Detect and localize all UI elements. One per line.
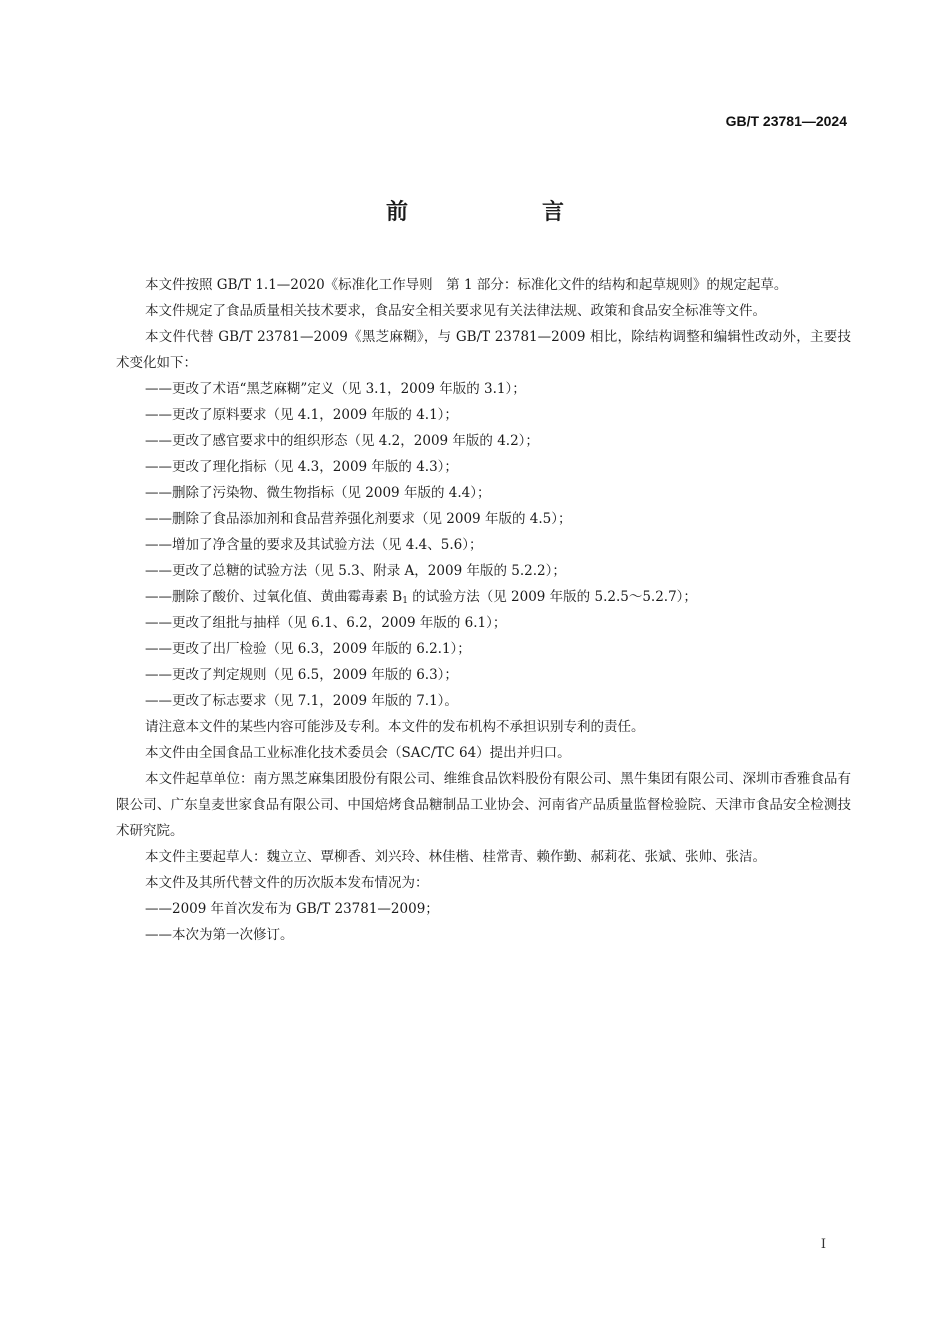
intro-paragraph-1: 本文件按照 GB/T 1.1—2020《标准化工作导则 第 1 部分：标准化文件的结构和起草规则》的规定起草。 bbox=[145, 277, 788, 293]
change-item: ——更改了术语“黑芝麻糊”定义（见 3.1，2009 年版的 3.1）； bbox=[145, 381, 526, 397]
change-item-aflatoxin bbox=[116, 584, 851, 610]
change-item: ——删除了食品添加剂和食品营养强化剂要求（见 2009 年版的 4.5）； bbox=[145, 511, 572, 527]
document-code: GB/T 23781—2024 bbox=[725, 113, 847, 129]
history-item: ——2009 年首次发布为 GB/T 23781—2009； bbox=[145, 901, 439, 917]
intro-paragraph-2: 本文件规定了食品质量相关技术要求，食品安全相关要求见有关法律法规、政策和食品安全标准等文件。 bbox=[145, 303, 766, 319]
foreword-body bbox=[116, 272, 851, 948]
intro-paragraph-3: 本文件代替 GB/T 23781—2009《黑芝麻糊》，与 GB/T 23781—2009 相比，除结构调整和编辑性改动外，主要技术变化如下： bbox=[116, 329, 851, 371]
change-item: ——更改了组批与抽样（见 6.1、6.2，2009 年版的 6.1）； bbox=[145, 615, 507, 631]
change-item: ——删除了污染物、微生物指标（见 2009 年版的 4.4）； bbox=[145, 485, 491, 501]
change-item: ——更改了总糖的试验方法（见 5.3、附录 A，2009 年版的 5.2.2）； bbox=[145, 563, 566, 579]
change-item-text-tail: 的试验方法（见 2009 年版的 5.2.5～5.2.7）； bbox=[407, 589, 697, 605]
change-item: ——更改了理化指标（见 4.3，2009 年版的 4.3）； bbox=[145, 459, 458, 475]
committee-paragraph: 本文件由全国食品工业标准化技术委员会（SAC/TC 64）提出并归口。 bbox=[145, 745, 571, 761]
patent-notice: 请注意本文件的某些内容可能涉及专利。本文件的发布机构不承担识别专利的责任。 bbox=[145, 719, 645, 735]
drafting-units-paragraph: 本文件起草单位：南方黑芝麻集团股份有限公司、维维食品饮料股份有限公司、黑牛集团有限公司、深圳市香雅食品有限公司、广东皇麦世家食品有限公司、中国焙烤食品糖制品工业协会、河南省产品质量监督检验院、天津市食品安全检测技术研究院。 bbox=[116, 771, 851, 839]
change-item: ——更改了判定规则（见 6.5，2009 年版的 6.3）； bbox=[145, 667, 458, 683]
drafters-paragraph: 本文件主要起草人：魏立立、覃柳香、刘兴玲、林佳楷、桂常青、赖作勤、郝莉花、张斌、张帅、张洁。 bbox=[145, 849, 766, 865]
history-intro-paragraph: 本文件及其所代替文件的历次版本发布情况为： bbox=[145, 875, 429, 891]
change-item: ——更改了感官要求中的组织形态（见 4.2，2009 年版的 4.2）； bbox=[145, 433, 539, 449]
change-item: ——增加了净含量的要求及其试验方法（见 4.4、5.6）； bbox=[145, 537, 483, 553]
change-item-text: ——删除了酸价、过氧化值、黄曲霉毒素 B bbox=[145, 589, 403, 605]
change-item: ——更改了原料要求（见 4.1，2009 年版的 4.1）； bbox=[145, 407, 458, 423]
change-item: ——更改了标志要求（见 7.1，2009 年版的 7.1）。 bbox=[145, 693, 458, 709]
page-number: I bbox=[820, 1237, 826, 1252]
change-item: ——更改了出厂检验（见 6.3，2009 年版的 6.2.1）； bbox=[145, 641, 471, 657]
subscript: 1 bbox=[402, 596, 408, 606]
page-title: 前 言 bbox=[385, 200, 620, 225]
history-item: ——本次为第一次修订。 bbox=[145, 927, 294, 943]
